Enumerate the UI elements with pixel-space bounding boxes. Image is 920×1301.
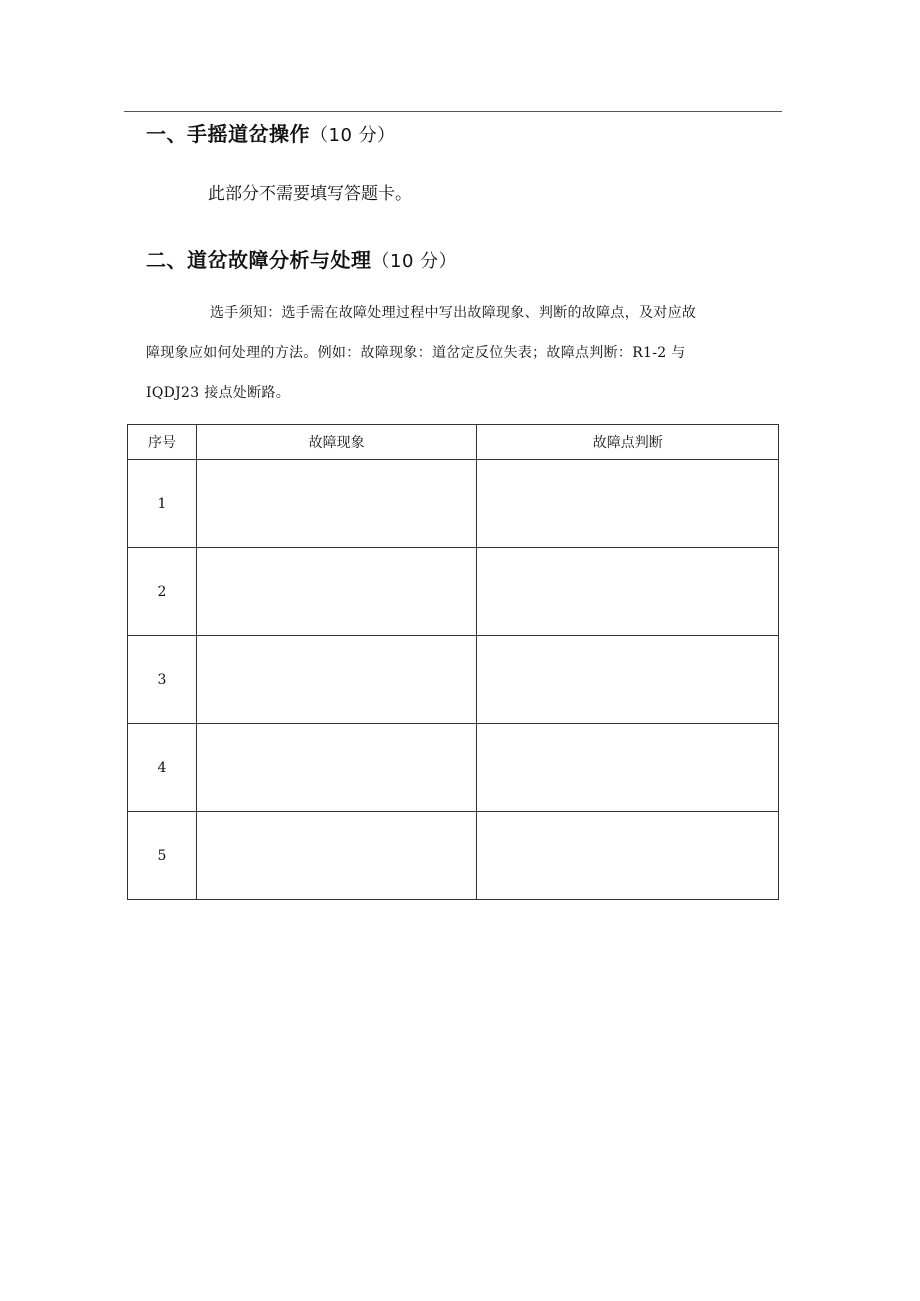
header-number: 序号 [128,425,197,460]
row-number: 2 [128,548,197,636]
fault-point-cell[interactable] [477,724,779,812]
section1-score: （10 分） [310,125,396,146]
table-row [128,724,779,812]
section1-note: 此部分不需要填写答题卡。 [208,184,412,204]
instructions-line-2: 障现象应如何处理的方法。例如：故障现象：道岔定反位失表；故障点判断：R1-2 与 [146,345,686,361]
symptom-cell[interactable] [196,548,477,636]
top-rule [124,111,782,112]
instructions-line-3: IQDJ23 接点处断路。 [146,385,291,401]
fault-table [127,424,779,900]
section1-title: 一、手摇道岔操作 [146,122,310,146]
section2-score: （10 分） [371,251,458,272]
symptom-cell[interactable] [196,460,477,548]
table-row [128,812,779,900]
fault-point-cell[interactable] [477,636,779,724]
header-fault-point: 故障点判断 [477,425,779,460]
table-header-row [128,425,779,460]
section2-heading [146,244,457,273]
symptom-cell[interactable] [196,636,477,724]
symptom-cell[interactable] [196,724,477,812]
section2-title: 二、道岔故障分析与处理 [146,248,372,272]
row-number: 3 [128,636,197,724]
section1-heading [146,118,396,147]
symptom-cell[interactable] [196,812,477,900]
fault-point-cell[interactable] [477,548,779,636]
fault-point-cell[interactable] [477,812,779,900]
fault-point-cell[interactable] [477,460,779,548]
row-number: 5 [128,812,197,900]
table-row [128,548,779,636]
row-number: 4 [128,724,197,812]
header-symptom: 故障现象 [196,425,477,460]
instructions-line-1: 选手须知：选手需在故障处理过程中写出故障现象、判断的故障点，及对应故 [210,305,697,321]
table-row [128,636,779,724]
row-number: 1 [128,460,197,548]
table-row [128,460,779,548]
